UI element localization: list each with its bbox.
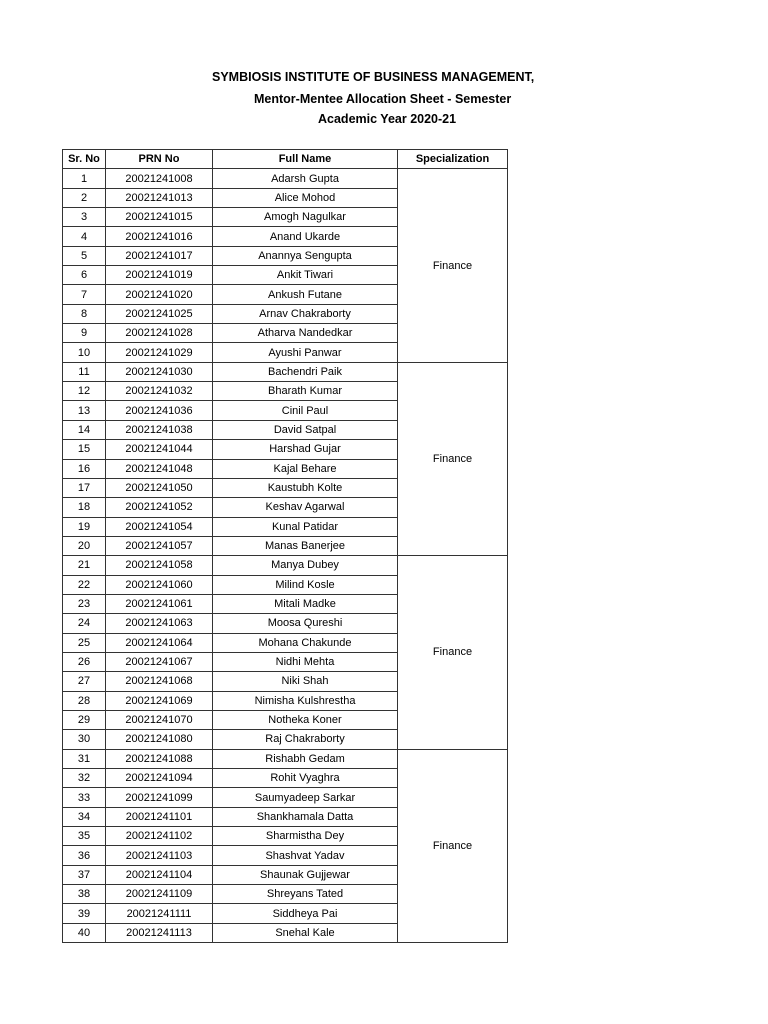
sr-no-cell: 20 [63, 536, 106, 555]
sr-no-cell: 30 [63, 730, 106, 749]
sr-no-cell: 31 [63, 749, 106, 768]
academic-year: Academic Year 2020-21 [318, 112, 457, 126]
prn-no-cell: 20021241061 [106, 594, 213, 613]
table-viewport [62, 149, 508, 946]
full-name-cell: Snehal Kale [213, 923, 398, 942]
prn-no-cell: 20021241063 [106, 614, 213, 633]
prn-no-cell: 20021241029 [106, 343, 213, 362]
prn-no-cell: 20021241036 [106, 401, 213, 420]
prn-no-cell: 20021241025 [106, 304, 213, 323]
full-name-cell: Nimisha Kulshrestha [213, 691, 398, 710]
prn-no-cell: 20021241048 [106, 459, 213, 478]
full-name-cell: Amogh Nagulkar [213, 208, 398, 227]
sr-no-cell: 10 [63, 343, 106, 362]
prn-no-cell: 20021241019 [106, 266, 213, 285]
sr-no-cell: 32 [63, 769, 106, 788]
sr-no-cell: 26 [63, 652, 106, 671]
full-name-cell: Ayushi Panwar [213, 343, 398, 362]
sr-no-cell: 35 [63, 827, 106, 846]
table-body [63, 169, 508, 943]
sr-no-cell: 17 [63, 478, 106, 497]
sr-no-cell: 38 [63, 885, 106, 904]
sr-no-cell: 1 [63, 169, 106, 188]
sr-no-cell: 33 [63, 788, 106, 807]
specialization-cell: Finance [398, 749, 508, 942]
full-name-cell: Shankhamala Datta [213, 807, 398, 826]
sr-no-cell: 8 [63, 304, 106, 323]
prn-no-cell: 20021241067 [106, 652, 213, 671]
prn-no-cell: 20021241103 [106, 846, 213, 865]
full-name-cell: Kaustubh Kolte [213, 478, 398, 497]
full-name-cell: Bharath Kumar [213, 382, 398, 401]
sr-no-cell: 14 [63, 420, 106, 439]
sr-no-cell: 19 [63, 517, 106, 536]
specialization-cell: Finance [398, 556, 508, 749]
prn-no-cell: 20021241111 [106, 904, 213, 923]
full-name-cell: Anand Ukarde [213, 227, 398, 246]
table-row [63, 556, 508, 575]
sr-no-cell: 7 [63, 285, 106, 304]
allocation-table [62, 149, 508, 943]
full-name-cell: Rohit Vyaghra [213, 769, 398, 788]
sheet-title: Mentor-Mentee Allocation Sheet - Semester [254, 92, 512, 106]
full-name-cell: Raj Chakraborty [213, 730, 398, 749]
full-name-cell: David Satpal [213, 420, 398, 439]
sr-no-cell: 11 [63, 362, 106, 381]
full-name-cell: Saumyadeep Sarkar [213, 788, 398, 807]
prn-no-cell: 20021241050 [106, 478, 213, 497]
sr-no-cell: 5 [63, 246, 106, 265]
full-name-cell: Shaunak Gujjewar [213, 865, 398, 884]
sr-no-cell: 27 [63, 672, 106, 691]
full-name-cell: Shreyans Tated [213, 885, 398, 904]
full-name-cell: Rishabh Gedam [213, 749, 398, 768]
specialization-cell: Finance [398, 362, 508, 555]
full-name-cell: Siddheya Pai [213, 904, 398, 923]
full-name-cell: Mohana Chakunde [213, 633, 398, 652]
full-name-cell: Alice Mohod [213, 188, 398, 207]
sr-no-cell: 13 [63, 401, 106, 420]
full-name-cell: Kunal Patidar [213, 517, 398, 536]
prn-no-cell: 20021241057 [106, 536, 213, 555]
prn-no-cell: 20021241017 [106, 246, 213, 265]
full-name-cell: Shashvat Yadav [213, 846, 398, 865]
sr-no-cell: 23 [63, 594, 106, 613]
table-row [63, 362, 508, 381]
sr-no-cell: 34 [63, 807, 106, 826]
prn-no-cell: 20021241016 [106, 227, 213, 246]
prn-no-cell: 20021241060 [106, 575, 213, 594]
prn-no-cell: 20021241088 [106, 749, 213, 768]
sr-no-cell: 36 [63, 846, 106, 865]
full-name-cell: Keshav Agarwal [213, 498, 398, 517]
sr-no-cell: 24 [63, 614, 106, 633]
sr-no-cell: 39 [63, 904, 106, 923]
full-name-cell: Milind Kosle [213, 575, 398, 594]
table-row [63, 169, 508, 188]
prn-no-cell: 20021241044 [106, 440, 213, 459]
full-name-cell: Cinil Paul [213, 401, 398, 420]
full-name-cell: Arnav Chakraborty [213, 304, 398, 323]
prn-no-cell: 20021241099 [106, 788, 213, 807]
sr-no-cell: 15 [63, 440, 106, 459]
prn-no-cell: 20021241113 [106, 923, 213, 942]
sr-no-cell: 2 [63, 188, 106, 207]
prn-no-cell: 20021241080 [106, 730, 213, 749]
sr-no-cell: 25 [63, 633, 106, 652]
prn-no-cell: 20021241028 [106, 324, 213, 343]
header-specialization: Specialization [398, 150, 508, 169]
full-name-cell: Manya Dubey [213, 556, 398, 575]
prn-no-cell: 20021241030 [106, 362, 213, 381]
sr-no-cell: 16 [63, 459, 106, 478]
prn-no-cell: 20021241069 [106, 691, 213, 710]
full-name-cell: Manas Banerjee [213, 536, 398, 555]
sr-no-cell: 22 [63, 575, 106, 594]
prn-no-cell: 20021241015 [106, 208, 213, 227]
full-name-cell: Bachendri Paik [213, 362, 398, 381]
sr-no-cell: 6 [63, 266, 106, 285]
prn-no-cell: 20021241008 [106, 169, 213, 188]
full-name-cell: Mitali Madke [213, 594, 398, 613]
prn-no-cell: 20021241020 [106, 285, 213, 304]
prn-no-cell: 20021241052 [106, 498, 213, 517]
sr-no-cell: 18 [63, 498, 106, 517]
prn-no-cell: 20021241013 [106, 188, 213, 207]
table-header-row [63, 150, 508, 169]
sr-no-cell: 3 [63, 208, 106, 227]
header-full-name: Full Name [213, 150, 398, 169]
full-name-cell: Atharva Nandedkar [213, 324, 398, 343]
prn-no-cell: 20021241054 [106, 517, 213, 536]
prn-no-cell: 20021241101 [106, 807, 213, 826]
specialization-cell: Finance [398, 169, 508, 362]
prn-no-cell: 20021241032 [106, 382, 213, 401]
prn-no-cell: 20021241109 [106, 885, 213, 904]
full-name-cell: Kajal Behare [213, 459, 398, 478]
full-name-cell: Adarsh Gupta [213, 169, 398, 188]
prn-no-cell: 20021241102 [106, 827, 213, 846]
full-name-cell: Moosa Qureshi [213, 614, 398, 633]
prn-no-cell: 20021241064 [106, 633, 213, 652]
table-row [63, 749, 508, 768]
prn-no-cell: 20021241070 [106, 710, 213, 729]
full-name-cell: Notheka Koner [213, 710, 398, 729]
prn-no-cell: 20021241068 [106, 672, 213, 691]
full-name-cell: Ankush Futane [213, 285, 398, 304]
sr-no-cell: 28 [63, 691, 106, 710]
prn-no-cell: 20021241094 [106, 769, 213, 788]
prn-no-cell: 20021241058 [106, 556, 213, 575]
full-name-cell: Harshad Gujar [213, 440, 398, 459]
full-name-cell: Nidhi Mehta [213, 652, 398, 671]
prn-no-cell: 20021241038 [106, 420, 213, 439]
institute-title: SYMBIOSIS INSTITUTE OF BUSINESS MANAGEMENT, [212, 70, 535, 84]
sr-no-cell: 37 [63, 865, 106, 884]
full-name-cell: Sharmistha Dey [213, 827, 398, 846]
full-name-cell: Anannya Sengupta [213, 246, 398, 265]
prn-no-cell: 20021241104 [106, 865, 213, 884]
header-sr-no: Sr. No [63, 150, 106, 169]
sr-no-cell: 29 [63, 710, 106, 729]
sr-no-cell: 40 [63, 923, 106, 942]
sr-no-cell: 4 [63, 227, 106, 246]
header-prn-no: PRN No [106, 150, 213, 169]
full-name-cell: Niki Shah [213, 672, 398, 691]
full-name-cell: Ankit Tiwari [213, 266, 398, 285]
sr-no-cell: 21 [63, 556, 106, 575]
sr-no-cell: 12 [63, 382, 106, 401]
sr-no-cell: 9 [63, 324, 106, 343]
